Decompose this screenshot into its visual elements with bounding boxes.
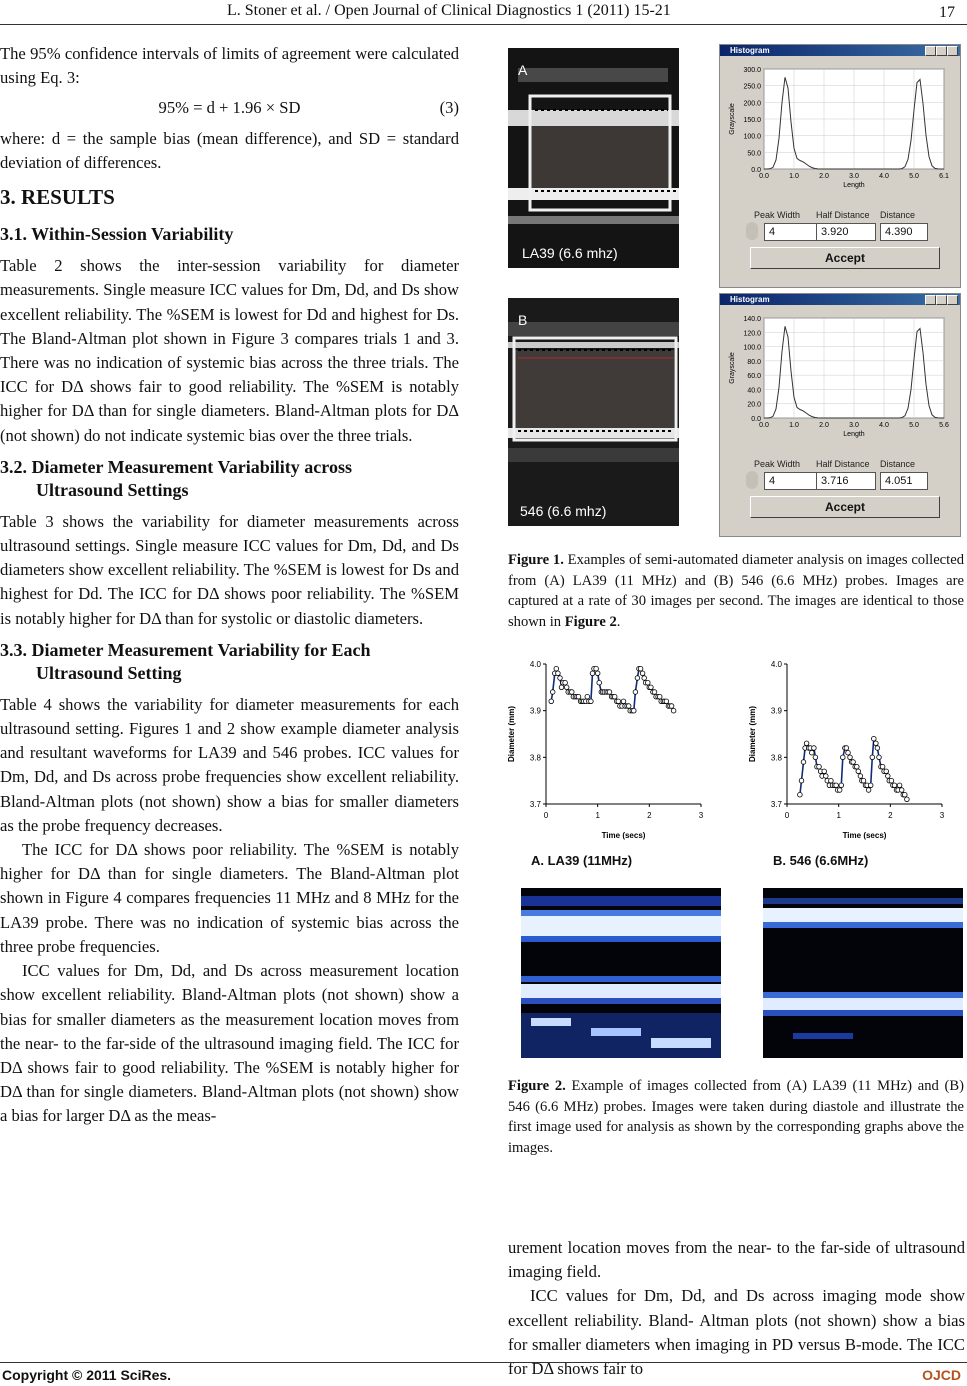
hist-a-y-label: Grayscale (729, 103, 736, 135)
wave-b-point (824, 774, 829, 779)
peak-width-label-a: Peak Width (754, 210, 801, 220)
wave-a-point (621, 699, 626, 704)
half-distance-field-a[interactable]: 3.920 (816, 223, 876, 241)
wave-b-point (855, 764, 860, 769)
page-header (0, 0, 967, 24)
wave-a-point (671, 708, 676, 713)
wave-b-point (844, 746, 849, 751)
wave-b-x-label: Time (secs) (842, 831, 887, 840)
wave-a-point (616, 699, 621, 704)
histogram-a-title: Histogram (730, 46, 770, 55)
histogram-b-titlebar (720, 294, 960, 305)
hist-b-x-tick: 1.0 (789, 422, 799, 429)
wave-b-x-tick-label: 2 (888, 811, 893, 820)
hist-a-y-tick: 300.0 (743, 67, 761, 74)
subsection-3-2-line2: Ultrasound Settings (36, 479, 189, 500)
wave-a-point (633, 690, 638, 695)
wave-b-point (889, 778, 894, 783)
figure-2-image-a (521, 888, 721, 1058)
wave-a-y-tick-label: 3.7 (529, 800, 541, 809)
wave-a-point (632, 708, 637, 713)
wave-a-point (597, 680, 602, 685)
wave-a-point (563, 680, 568, 685)
wave-b-point (812, 746, 817, 751)
wave-a-point (564, 685, 569, 690)
figure-1-caption-label: Figure 1. (508, 552, 564, 568)
wave-a-point (594, 666, 599, 671)
hist-b-y-tick: 100.0 (743, 344, 761, 352)
subsection-3-3-line1: 3.3. Diameter Measurement Variability for Each (0, 639, 371, 660)
wave-a-point (664, 699, 669, 704)
accept-button-b[interactable]: Accept (750, 496, 940, 518)
wave-b-point (841, 755, 846, 760)
hist-b-y-label: Grayscale (729, 352, 736, 384)
wave-b-y-tick-label: 3.8 (770, 753, 782, 763)
left-column (0, 42, 459, 1129)
wave-b-point (874, 741, 879, 746)
ultrasound-image-b (508, 298, 679, 526)
wave-b-x-tick-label: 1 (836, 811, 841, 820)
wave-b-point (801, 760, 806, 765)
wave-b-point (829, 778, 834, 783)
wave-b-point (868, 783, 873, 788)
histogram-b-title: Histogram (730, 295, 770, 304)
wave-b-point (813, 755, 818, 760)
histogram-a-plot (720, 59, 960, 209)
figure-1-caption-ref: Figure 2 (564, 613, 617, 630)
wave-b-point (884, 769, 889, 774)
peak-width-stepper-b[interactable] (746, 471, 758, 489)
wave-b-point (858, 774, 863, 779)
figure-2-image-a-graphic (521, 888, 721, 1058)
footer-rule (0, 1362, 967, 1363)
wave-b-point (817, 764, 822, 769)
peak-width-field-a[interactable]: 4 (764, 223, 824, 241)
hist-a-y-tick: 50.0 (747, 150, 761, 158)
right-paragraph-b: ICC values for Dm, Dd, and Ds across imaging mode show excellent reliability. Bland- Altman plots (not shown) show a bias for smaller diameters when imaging in PD versus B-mode. The ICC for DΔ shows fair to (508, 1286, 965, 1379)
maximize-icon[interactable] (936, 295, 947, 305)
wave-a-point (635, 676, 640, 681)
wave-a-point (646, 680, 651, 685)
running-head: L. Stoner et al. / Open Journal of Clinical Diagnostics 1 (2011) 15-21 (227, 2, 671, 19)
wave-a-x-label: Time (secs) (601, 831, 646, 840)
hist-a-x-tick: 5.0 (909, 173, 919, 180)
hist-a-x-tick: 1.0 (789, 173, 799, 180)
half-distance-label-a: Half Distance (816, 210, 870, 220)
hist-b-y-tick: 40.0 (747, 387, 761, 395)
ultrasound-image-a (508, 48, 679, 268)
wave-b-point (851, 760, 856, 765)
figure-1-caption-end: . (616, 613, 621, 630)
wave-a-point (595, 671, 600, 676)
hist-a-x-tick: 3.0 (849, 173, 859, 180)
hist-b-x-tick: 4.0 (879, 422, 889, 429)
wave-a-point (570, 690, 575, 695)
hist-b-x-tick: 5.6 (939, 422, 949, 429)
wave-a-point (585, 694, 590, 699)
wave-b-point (905, 797, 910, 802)
wave-a-point (554, 666, 559, 671)
distance-field-b[interactable]: 4.051 (880, 472, 928, 490)
wave-b-point (866, 788, 871, 793)
hist-a-y-tick: 100.0 (743, 133, 761, 141)
wave-b-point (798, 792, 803, 797)
close-icon[interactable] (947, 295, 958, 305)
wave-b-point (837, 788, 842, 793)
accept-button-a[interactable]: Accept (750, 247, 940, 269)
wave-a-point (669, 704, 674, 709)
equation-number: (3) (439, 98, 459, 118)
hist-b-y-tick: 60.0 (747, 373, 761, 381)
paragraph-3-3-b: The ICC for DΔ shows poor reliability. The %SEM is notably higher for DΔ than for single diameters. The Bland-Altman plot shown in Figure 4 compares frequencies 11 MHz and 8 MHz for the LA39 probe. There was no indication of systemic bias across the three probe frequencies. (0, 840, 459, 956)
wave-b-point (899, 788, 904, 793)
paragraph-3-3-c: ICC values for Dm, Dd, and Ds across measurement location show excellent reliability. Bland-Altman plots (not shown) show a bias for smaller diameters as the measurement location moves from the near- to the far-side of the ultrasound imaging field. The ICC for DΔ shows fair to good reliability. The %SEM is notably higher for DΔ than for single diameters. Bland-Altman plots (not shown) show a bias for larger DΔ as the meas- (0, 961, 459, 1126)
wave-a-point (607, 690, 612, 695)
paragraph-3-3-a: Table 4 shows the variability for diameter measurements for each ultrasound setting. Figures 1 and 2 show example diameter analysis and resultant waveforms for LA39 and 546 probes. ICC values for Dm, Dd, and Ds across probe frequencies show excellent reliability. Bland-Altman plots (not shown) show a bias for smaller diameters as the probe frequency decreases. (0, 694, 459, 835)
ultrasound-image-b-graphic (508, 298, 679, 526)
panel-b-letter: B (518, 312, 528, 328)
hist-b-y-tick: 120.0 (743, 330, 761, 338)
figure-2-image-b-graphic (763, 888, 963, 1058)
wave-b-point (834, 783, 839, 788)
minimize-icon[interactable] (925, 295, 936, 305)
wave-a-point (590, 671, 595, 676)
wave-a-y-tick-label: 4.0 (529, 660, 541, 669)
journal-abbrev: OJCD (922, 1367, 961, 1383)
wave-a-point (576, 694, 581, 699)
wave-b-y-label: Diameter (mm) (748, 705, 757, 763)
wave-a-x-tick-label: 2 (647, 811, 652, 820)
ultrasound-image-a-graphic (508, 48, 679, 268)
wave-b-y-tick-label: 3.9 (770, 706, 782, 716)
wave-a-point (649, 685, 654, 690)
wave-b-y-tick-label: 4.0 (770, 660, 782, 669)
histogram-b-plot (720, 308, 960, 458)
hist-b-x-tick: 5.0 (909, 422, 919, 429)
wave-b-point (822, 769, 827, 774)
figure-2-caption-label: Figure 2. (508, 1078, 566, 1094)
hist-b-x-tick: 2.0 (819, 422, 829, 429)
wave-b-point (886, 774, 891, 779)
close-icon[interactable] (947, 46, 958, 56)
waveform-a-caption: A. LA39 (11MHz) (531, 853, 633, 868)
subsection-3-3-line2: Ultrasound Setting (36, 662, 182, 683)
wave-b-point (799, 778, 804, 783)
wave-b-point (848, 755, 853, 760)
hist-a-x-label: Length (843, 182, 865, 189)
equation-text: 95% = d + 1.96 × SD (158, 98, 301, 118)
maximize-icon[interactable] (936, 46, 947, 56)
hist-b-y-tick: 20.0 (747, 401, 761, 409)
wave-b-point (892, 783, 897, 788)
half-distance-field-b[interactable]: 3.716 (816, 472, 876, 490)
wave-b-point (810, 750, 815, 755)
distance-label-a: Distance (880, 210, 916, 220)
header-rule (0, 24, 967, 25)
wave-a-point (638, 666, 643, 671)
wave-a-point (652, 690, 657, 695)
distance-label-b: Distance (880, 459, 916, 469)
wave-a-point (556, 671, 561, 676)
wave-a-y-label: Diameter (mm) (507, 705, 516, 763)
wave-b-point (897, 783, 902, 788)
wave-a-y-tick-label: 3.8 (529, 753, 541, 763)
wave-a-point (549, 699, 554, 704)
peak-width-stepper-a[interactable] (746, 222, 758, 240)
wave-a-point (642, 676, 647, 681)
histogram-window-a (719, 44, 961, 288)
wave-a-point (626, 704, 631, 709)
distance-field-a[interactable]: 4.390 (880, 223, 928, 241)
page-footer (0, 1362, 967, 1386)
subsection-3-3-heading (0, 639, 459, 685)
wave-b-point (839, 783, 844, 788)
hist-b-x-tick: 0.0 (759, 422, 769, 429)
hist-b-x-label: Length (843, 431, 865, 438)
figure-2-caption (508, 1076, 964, 1158)
histogram-window-b (719, 293, 961, 537)
panel-a-probe-label: LA39 (6.6 mhz) (522, 245, 618, 261)
wave-b-point (903, 792, 908, 797)
wave-b-x-tick-label: 3 (939, 811, 945, 820)
hist-a-y-tick: 0.0 (751, 167, 761, 174)
wave-b-point (861, 778, 866, 783)
wave-b-point (877, 755, 882, 760)
wave-a-point (612, 694, 617, 699)
figure-2-caption-text: Example of images collected from (A) LA39 (11 MHz) and (B) 546 (6.6 MHz) probes. Images were taken during diastole and illustrate the first image used for analysis as shown by the corresponding graphs above the images. (508, 1078, 964, 1156)
histogram-a-titlebar (720, 45, 960, 56)
wave-b-point (875, 746, 880, 751)
wave-b-point (872, 736, 877, 741)
waveform-chart-a (496, 652, 726, 852)
right-paragraph-a: urement location moves from the near- to the far-side of ultrasound imaging field. (508, 1238, 965, 1282)
wave-b-point (804, 741, 809, 746)
hist-a-y-tick: 250.0 (743, 83, 761, 91)
wave-b-point (880, 764, 885, 769)
intro-paragraph: The 95% confidence intervals of limits of agreement were calculated using Eq. 3: (0, 44, 459, 88)
hist-b-y-tick: 140.0 (743, 316, 761, 323)
figure-1-caption (508, 550, 964, 632)
half-distance-label-b: Half Distance (816, 459, 870, 469)
section-results-heading: 3. RESULTS (0, 185, 115, 210)
paragraph-3-1: Table 2 shows the inter-session variability for diameter measurements. Single measure ICC values for Dm, Dd, and Ds show excellent reliability. The %SEM is lowest for Dd and highest for Ds. The Bland-Altman plot shown in Figure 3 compares trials 1 and 3. There was no indication of systemic bias across the three trials. The ICC for DΔ shows fair to good reliability. The %SEM is notably higher for DΔ than for single diameters. Bland-Altman plots for DΔ (not shown) do not indicate systemic bias over the three trials. (0, 256, 459, 445)
waveform-chart-b (737, 652, 967, 852)
peak-width-label-b: Peak Width (754, 459, 801, 469)
paragraph-3-2: Table 3 shows the variability for diameter measurements across ultrasound settings. Single measure ICC values for Dm, Dd, and Ds diameters show excellent reliability. The %SEM is lowest for Ds and highest for Dd. The ICC for DΔ shows poor reliability. The %SEM is notably higher for DΔ than for systolic or diastolic diameters. (0, 511, 459, 628)
wave-a-x-tick-label: 0 (543, 811, 549, 820)
subsection-3-1-heading: 3.1. Within-Session Variability (0, 224, 234, 245)
hist-a-y-tick: 150.0 (743, 117, 761, 124)
wave-b-point (846, 750, 851, 755)
panel-b-probe-label: 546 (6.6 mhz) (520, 503, 607, 519)
where-paragraph: where: d = the sample bias (mean difference), and SD = standard deviation of differences. (0, 128, 459, 172)
wave-b-point (870, 755, 875, 760)
hist-a-x-tick: 4.0 (879, 173, 889, 180)
hist-a-x-tick: 2.0 (819, 173, 829, 180)
subsection-3-2-heading (0, 456, 459, 502)
wave-b-y-tick-label: 3.7 (770, 800, 782, 809)
equation-3 (0, 96, 459, 120)
hist-b-y-tick: 80.0 (747, 358, 761, 366)
panel-a-letter: A (518, 62, 528, 78)
right-column (508, 1236, 965, 1381)
wave-a-y-tick-label: 3.9 (529, 706, 541, 716)
wave-a-point (640, 671, 645, 676)
minimize-icon[interactable] (925, 46, 936, 56)
wave-a-point (559, 685, 564, 690)
hist-b-x-tick: 3.0 (849, 422, 859, 429)
page-number: 17 (939, 4, 955, 21)
figure-1-caption-text: Examples of semi-automated diameter analysis on images collected from (A) LA39 (11 MHz) and (B) 546 (6.6 MHz) probes. Images are captured at a rate of 30 images per second. The images are identical to those shown in (508, 552, 964, 630)
wave-a-x-tick-label: 1 (595, 811, 600, 820)
figure-2-image-b (763, 888, 963, 1058)
wave-a-point (589, 699, 594, 704)
wave-a-x-tick-label: 3 (698, 811, 704, 820)
hist-a-y-tick: 200.0 (743, 100, 761, 108)
hist-a-x-tick: 0.0 (759, 173, 769, 180)
wave-a-point (558, 676, 563, 681)
wave-a-point (550, 690, 555, 695)
hist-b-y-tick: 0.0 (751, 416, 761, 423)
hist-a-x-tick: 6.1 (939, 173, 949, 180)
copyright: Copyright © 2011 SciRes. (2, 1367, 172, 1383)
wave-b-point (856, 769, 861, 774)
peak-width-field-b[interactable]: 4 (764, 472, 824, 490)
wave-b-x-tick-label: 0 (784, 811, 790, 820)
subsection-3-2-line1: 3.2. Diameter Measurement Variability across (0, 456, 352, 477)
waveform-b-caption: B. 546 (6.6MHz) (773, 853, 869, 868)
wave-a-point (657, 694, 662, 699)
